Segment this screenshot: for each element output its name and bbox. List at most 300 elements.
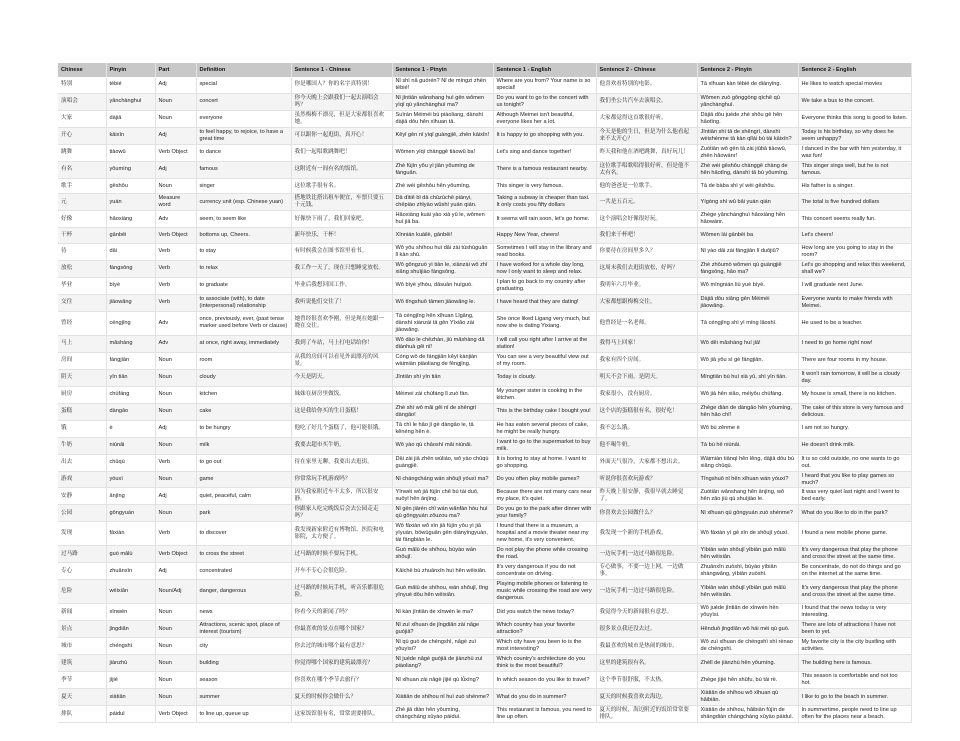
table-cell[interactable]: city (196, 638, 291, 655)
table-cell[interactable]: This concert seems really fun. (798, 211, 911, 228)
table-cell[interactable]: 放松 (58, 260, 106, 277)
table-cell[interactable]: Wǒ jiā hěn xiǎo, méiyǒu chúfáng. (697, 386, 798, 403)
table-cell[interactable]: 我不怎么饿。 (596, 420, 697, 437)
table-cell[interactable]: 我明年六月毕业。 (596, 277, 697, 294)
table-cell[interactable]: Zhuānxīn zuòshì, búyào yìbiān shàngwǎng, yìbiān zuòshì. (697, 563, 798, 580)
table-cell[interactable]: jiāowǎng (106, 294, 155, 311)
table-cell[interactable]: Tā de bàba shì yí wèi gēshǒu. (697, 178, 798, 194)
table-cell[interactable]: 你常常玩手机游戏吗？ (291, 471, 392, 488)
table-cell[interactable]: Although Meimei isn't beautiful, everyone likes her a lot. (493, 110, 596, 127)
table-row[interactable] (58, 386, 911, 403)
table-cell[interactable]: 因为我家附近车不太多，所以很安静。 (291, 488, 392, 505)
column-header[interactable]: Sentence 2 - Chinese (596, 63, 697, 77)
table-cell[interactable]: cake (196, 403, 291, 420)
table-cell[interactable]: 我最喜欢的城市是热闹的城市。 (596, 638, 697, 655)
table-cell[interactable]: game (196, 471, 291, 488)
table-cell[interactable]: ānjìng (106, 488, 155, 505)
table-cell[interactable]: 昨天晚上很安静，我很早就去睡觉了。 (596, 488, 697, 505)
table-cell[interactable]: Yìbiān wán shǒujī yìbiān guò mǎlù hěn wēixiǎn. (697, 546, 798, 563)
table-cell[interactable]: 安静 (58, 488, 106, 505)
table-cell[interactable]: I will call you right after I arrive at the station! (493, 335, 596, 352)
table-cell[interactable]: 这里的建筑很有名。 (596, 655, 697, 672)
table-cell[interactable]: 一共是五百元。 (596, 194, 697, 211)
table-cell[interactable]: What do you do in summer? (493, 689, 596, 706)
table-cell[interactable]: It is happy to go shopping with you. (493, 127, 596, 144)
table-cell[interactable]: Mèimei zài chúfáng lǐ zuò fàn. (392, 386, 493, 403)
table-cell[interactable]: 这附近有一间有名的饭馆。 (291, 161, 392, 178)
table-cell[interactable]: to graduate (196, 277, 291, 294)
table-row[interactable] (58, 546, 911, 563)
table-cell[interactable]: yīn tiān (106, 369, 155, 386)
table-cell[interactable]: Nǐ xǐhuan qù gōngyuán zuò shénme? (697, 505, 798, 522)
table-cell[interactable]: 歌手 (58, 178, 106, 194)
table-cell[interactable]: Tā céngjīng hěn xǐhuan Lǐgāng, dànshì xiànzài tā gēn Yīxiǎo zài jiāowǎng. (392, 311, 493, 335)
table-cell[interactable]: chúfáng (106, 386, 155, 403)
table-cell[interactable]: fàngsōng (106, 260, 155, 277)
table-cell[interactable]: We take a bus to the concert. (798, 93, 911, 110)
table-cell[interactable]: The total is five hundred dollars (798, 194, 911, 211)
table-cell[interactable]: páiduì (106, 706, 155, 723)
table-cell[interactable]: 你今天晚上会跟我们一起去演唱会吗？ (291, 93, 392, 110)
table-row[interactable] (58, 144, 911, 161)
table-cell[interactable]: There are lots of attractions I have not been to yet. (798, 621, 911, 638)
table-cell[interactable]: It is so cold outside, no one wants to go out. (798, 454, 911, 471)
table-cell[interactable]: 牛奶 (58, 437, 106, 454)
table-cell[interactable]: Zhège jìjié hěn shūfu, bú tài rè. (697, 672, 798, 689)
table-cell[interactable]: gānbēi (106, 228, 155, 244)
table-cell[interactable]: to feel happy, to rejoice, to have a great time (196, 127, 291, 144)
table-row[interactable] (58, 604, 911, 621)
table-cell[interactable]: Do you go to the park after dinner with your family? (493, 505, 596, 522)
table-cell[interactable]: Verb (155, 294, 196, 311)
column-header[interactable]: Sentence 2 - Pinyin (697, 63, 798, 77)
table-cell[interactable]: fāxiàn (106, 522, 155, 546)
table-cell[interactable]: I like to go to the beach in summer. (798, 689, 911, 706)
table-cell[interactable]: 我家很小，没有厨房。 (596, 386, 697, 403)
table-cell[interactable]: Kěyǐ gēn nǐ yìqǐ guàngjiē, zhēn kāixīn! (392, 127, 493, 144)
table-cell[interactable]: Happy New Year, cheers! (493, 228, 596, 244)
table-cell[interactable]: Let's go shopping and relax this weekend, shall we? (798, 260, 911, 277)
table-cell[interactable]: 我发现新家附近有博物馆、医院和电影院，太方便了。 (291, 522, 392, 546)
table-cell[interactable]: This singer sings well, but he is not famous. (798, 161, 911, 178)
table-cell[interactable]: to go out (196, 454, 291, 471)
table-cell[interactable]: Noun/Adj (155, 580, 196, 604)
table-cell[interactable]: Dàjiā dōu xiǎng gēn Méiméi jiāowǎng. (697, 294, 798, 311)
table-cell[interactable]: Attractions, scenic spot, place of interest (tourism) (196, 621, 291, 638)
table-cell[interactable]: 饿 (58, 420, 106, 437)
table-cell[interactable]: 我听说他们交往了！ (291, 294, 392, 311)
table-cell[interactable]: Which country's architecture do you think is the most beautiful? (493, 655, 596, 672)
table-cell[interactable]: 这位歌手很有名。 (291, 178, 392, 194)
table-cell[interactable]: Did you watch the news today? (493, 604, 596, 621)
table-cell[interactable]: park (196, 505, 291, 522)
table-cell[interactable]: Wǒ fāxiàn wǒ xīn jiā fùjìn yǒu yì jiā yīyuàn, bówùguǎn gēn diànyǐngyuàn, tài fāngbiàn le. (392, 522, 493, 546)
table-cell[interactable]: Zhè zhōumò wǒmen qù guàngjiē fàngsōng, hǎo ma? (697, 260, 798, 277)
table-row[interactable] (58, 505, 911, 522)
table-cell[interactable]: 这家饭馆很有名，常常需要排队。 (291, 706, 392, 723)
table-row[interactable] (58, 93, 911, 110)
table-cell[interactable]: Verb Object (155, 228, 196, 244)
table-cell[interactable]: 游戏 (58, 471, 106, 488)
table-cell[interactable]: There are four rooms in my house. (798, 352, 911, 369)
table-cell[interactable]: building (196, 655, 291, 672)
table-cell[interactable]: 这个季节很舒服，不太热。 (596, 672, 697, 689)
table-cell[interactable]: 交往 (58, 294, 106, 311)
table-cell[interactable]: zhuānxīn (106, 563, 155, 580)
table-cell[interactable]: 我们来干杯吧！ (596, 228, 697, 244)
table-cell[interactable]: Measure word (155, 194, 196, 211)
table-cell[interactable]: This restaurant is famous, you need to line up often. (493, 706, 596, 723)
table-cell[interactable]: Everyone wants to make friends with Meimei. (798, 294, 911, 311)
table-cell[interactable]: singer (196, 178, 291, 194)
table-cell[interactable]: 我家有四个房间。 (596, 352, 697, 369)
table-cell[interactable]: tiàowǔ (106, 144, 155, 161)
table-row[interactable] (58, 211, 911, 228)
table-cell[interactable]: 特别 (58, 77, 106, 93)
table-cell[interactable]: céngjīng (106, 311, 155, 335)
table-cell[interactable]: The building here is famous. (798, 655, 911, 672)
table-cell[interactable]: è (106, 420, 155, 437)
table-cell[interactable]: 这个演唱会好像很好玩。 (596, 211, 697, 228)
table-cell[interactable]: niúnǎi (106, 437, 155, 454)
table-cell[interactable]: Nǐ qù guò de chéngshì, nǎgè zuì yǒuyìsi? (392, 638, 493, 655)
table-cell[interactable]: Everyone thinks this song is good to listen. (798, 110, 911, 127)
table-cell[interactable]: guò mǎlù (106, 546, 155, 563)
table-cell[interactable]: It seems will rain soon, let's go home. (493, 211, 596, 228)
table-cell[interactable]: 干杯 (58, 228, 106, 244)
table-cell[interactable]: Xiàtiān de shíhou wǒ xǐhuan qù hǎibiān. (697, 689, 798, 706)
table-cell[interactable]: Tā céngjīng shì yì míng lǎoshī. (697, 311, 798, 335)
table-cell[interactable]: 我到了车站，马上打电话给你！ (291, 335, 392, 352)
table-cell[interactable]: Let's cheers! (798, 228, 911, 244)
table-row[interactable] (58, 621, 911, 638)
table-cell[interactable]: Suīrán Méiméi bú piàoliang, dànshì dàjiā dōu hěn xǐhuan tā. (392, 110, 493, 127)
table-cell[interactable]: Wǒ bìyè yǐhòu, dǎsuàn huíguó. (392, 277, 493, 294)
table-cell[interactable]: Adj (155, 127, 196, 144)
table-cell[interactable]: 明天不会下雨，是阴天。 (596, 369, 697, 386)
column-header[interactable]: Sentence 1 - Pinyin (392, 63, 493, 77)
table-cell[interactable]: concentrated (196, 563, 291, 580)
table-cell[interactable]: Wǒ fāxiàn yí gè xīn de shǒujī yóuxì. (697, 522, 798, 546)
column-header[interactable]: Sentence 1 - Chinese (291, 63, 392, 77)
table-cell[interactable]: Wǒ juéde jīntiān de xīnwén hěn yǒuyìsi. (697, 604, 798, 621)
table-cell[interactable]: Hǎoxiàng kuài yào xià yǔ le, wǒmen huí jiā ba. (392, 211, 493, 228)
table-cell[interactable]: This singer is very famous. (493, 178, 596, 194)
table-cell[interactable]: Wǒ yào qù chāoshì mǎi niúnǎi. (392, 437, 493, 454)
table-cell[interactable]: 夏天的时候我喜欢去海边。 (596, 689, 697, 706)
table-cell[interactable]: Yīnwèi wǒ jiā fùjìn chē bú tài duō, suǒyǐ hěn ānjìng. (392, 488, 493, 505)
table-cell[interactable]: My favorite city is the city bustling with activities. (798, 638, 911, 655)
table-cell[interactable]: 外面天气很冷，大家都不想出去。 (596, 454, 697, 471)
table-cell[interactable]: 我们坐公共汽车去演唱会。 (596, 93, 697, 110)
table-cell[interactable]: seem, to seem like (196, 211, 291, 228)
table-cell[interactable]: I heard that you like to play games so much? (798, 471, 911, 488)
table-cell[interactable]: to line up, queue up (196, 706, 291, 723)
table-cell[interactable]: currency unit (esp. Chinese yuan) (196, 194, 291, 211)
table-cell[interactable]: dàjiā (106, 110, 155, 127)
table-cell[interactable]: Let's sing and dance together! (493, 144, 596, 161)
table-row[interactable] (58, 77, 911, 93)
table-row[interactable] (58, 638, 911, 655)
table-cell[interactable]: Nǐ shì nǎ guórén? Nǐ de míngzi zhēn tèbié! (392, 77, 493, 93)
table-row[interactable] (58, 243, 911, 260)
table-cell[interactable]: Adj (155, 77, 196, 93)
table-cell[interactable]: to stay (196, 243, 291, 260)
table-cell[interactable]: 毕业 (58, 277, 106, 294)
table-cell[interactable]: Verb Object (155, 144, 196, 161)
table-cell[interactable]: 演唱会 (58, 93, 106, 110)
table-cell[interactable]: It is boring to stay at home. I want to go shopping. (493, 454, 596, 471)
table-cell[interactable]: 城市 (58, 638, 106, 655)
table-cell[interactable]: Noun (155, 621, 196, 638)
table-cell[interactable]: 很多景点我还没去过。 (596, 621, 697, 638)
table-cell[interactable]: 房间 (58, 352, 106, 369)
table-cell[interactable]: Dā dìtiě bǐ dā chūzūchē piányi, chēpiào zhǐyào wǔshí yuán qián. (392, 194, 493, 211)
table-cell[interactable]: Zhè wèi gēshǒu chànggē chàng de hěn hǎotīng, dànshì tā bú yǒumíng. (697, 161, 798, 178)
table-cell[interactable]: summer (196, 689, 291, 706)
table-cell[interactable]: 待在家里无聊，我要出去逛街。 (291, 454, 392, 471)
table-cell[interactable]: Today is cloudy. (493, 369, 596, 386)
table-cell[interactable]: Verb (155, 454, 196, 471)
table-cell[interactable]: special (196, 77, 291, 93)
table-cell[interactable]: 有名 (58, 161, 106, 178)
table-cell[interactable]: 曾经 (58, 311, 106, 335)
table-cell[interactable]: I have worked for a whole day long, now I only want to sleep and relax. (493, 260, 596, 277)
table-row[interactable] (58, 437, 911, 454)
table-cell[interactable]: Wǒ dào le chēzhàn, jiù mǎshàng dǎ diànhuà gěi nǐ! (392, 335, 493, 352)
table-cell[interactable]: Wǒmen lái gānbēi ba (697, 228, 798, 244)
table-cell[interactable]: Noun (155, 689, 196, 706)
table-cell[interactable]: 你要待在房间里多久？ (596, 243, 697, 260)
table-cell[interactable]: dāi (106, 243, 155, 260)
table-cell[interactable]: Noun (155, 471, 196, 488)
table-cell[interactable]: to discover (196, 522, 291, 546)
table-cell[interactable]: Do you want to go to the concert with us tonight? (493, 93, 596, 110)
table-cell[interactable]: Zuótiān wǒ gēn tā zài jiǔbā tiàowǔ, zhēn hǎowánr! (697, 144, 798, 161)
table-cell[interactable]: concert (196, 93, 291, 110)
table-cell[interactable]: Zhèlǐ de jiànzhù hěn yǒumíng. (697, 655, 798, 672)
table-cell[interactable]: Nǐ juéde nǎgè guójiā de jiànzhù zuì piàoliang? (392, 655, 493, 672)
table-cell[interactable]: Noun (155, 110, 196, 127)
table-cell[interactable]: 待 (58, 243, 106, 260)
table-cell[interactable]: It's very dangerous that play the phone and cross the street at the same time. (798, 546, 911, 563)
table-cell[interactable]: Playing mobile phones or listening to music while crossing the road are very dangerous. (493, 580, 596, 604)
table-cell[interactable]: 他曾经是一名老师。 (596, 311, 697, 335)
table-cell[interactable]: Nǐ xǐhuan zài nǎgè jìjié qù lǚxíng? (392, 672, 493, 689)
table-cell[interactable]: Noun (155, 403, 196, 420)
column-header[interactable]: Sentence 1 - English (493, 63, 596, 77)
table-cell[interactable]: to be hungry (196, 420, 291, 437)
table-cell[interactable]: Adj (155, 488, 196, 505)
column-header[interactable]: Pinyin (106, 63, 155, 77)
table-cell[interactable]: Today is his birthday, so why does he seem unhappy? (798, 127, 911, 144)
table-cell[interactable]: Verb Object (155, 546, 196, 563)
table-cell[interactable]: Do not play the phone while crossing the road. (493, 546, 596, 563)
table-cell[interactable]: 好像快下雨了，我们回家吧。 (291, 211, 392, 228)
table-cell[interactable]: The cake of this store is very famous and delicious. (798, 403, 911, 420)
table-cell[interactable]: Dàjiā dōu juéde zhè shǒu gē hěn hǎotīng. (697, 110, 798, 127)
table-cell[interactable]: jìjié (106, 672, 155, 689)
column-header[interactable]: Chinese (58, 63, 106, 77)
table-cell[interactable]: He doesn't drink milk. (798, 437, 911, 454)
table-cell[interactable]: It's very dangerous if you do not concentrate on driving. (493, 563, 596, 580)
table-cell[interactable]: I plan to go back to my country after graduating. (493, 277, 596, 294)
table-cell[interactable]: 开车不专心会很危险。 (291, 563, 392, 580)
table-cell[interactable]: Taking a subway is cheaper than taxi. It only costs you fifty dollars (493, 194, 596, 211)
table-cell[interactable]: 跳舞 (58, 144, 106, 161)
table-cell[interactable]: I am not so hungry. (798, 420, 911, 437)
table-cell[interactable]: 马上 (58, 335, 106, 352)
table-cell[interactable]: Adj (155, 161, 196, 178)
table-cell[interactable]: 他不喝牛奶。 (596, 437, 697, 454)
table-cell[interactable]: Which city have you been to is the most interesting? (493, 638, 596, 655)
table-row[interactable] (58, 369, 911, 386)
table-cell[interactable]: 一边玩手机一边过马路很危险。 (596, 580, 697, 604)
table-cell[interactable]: In which season do you like to travel? (493, 672, 596, 689)
table-cell[interactable]: 你去过的城市哪个最有意思？ (291, 638, 392, 655)
table-cell[interactable]: This is the birthday cake I bought you! (493, 403, 596, 420)
table-cell[interactable]: 昨天我和他在酒吧跳舞，真好玩儿！ (596, 144, 697, 161)
table-cell[interactable]: 公园 (58, 505, 106, 522)
table-cell[interactable]: Guò mǎlù de shíhou, wán shǒujī, tīng yīnyuè dōu hěn wēixiǎn. (392, 580, 493, 604)
table-cell[interactable]: Noun (155, 437, 196, 454)
table-cell[interactable]: It was very quiet last night and I went to bed early. (798, 488, 911, 505)
table-cell[interactable]: Wǒ bù zěnme è (697, 420, 798, 437)
table-cell[interactable]: Zhège diàn de dàngāo hěn yǒumíng, hěn hǎo chī! (697, 403, 798, 420)
table-row[interactable] (58, 563, 911, 580)
table-cell[interactable]: 他的爸爸是一位歌手。 (596, 178, 697, 194)
table-cell[interactable]: 厨房 (58, 386, 106, 403)
table-cell[interactable]: 新闻 (58, 604, 106, 621)
table-cell[interactable]: Nǐ gēn jiārén chī wán wǎnfàn hòu huì qù gōngyuán zǒuzou ma? (392, 505, 493, 522)
table-cell[interactable]: Which country has your favorite attraction? (493, 621, 596, 638)
table-cell[interactable]: 我要去超市买牛奶。 (291, 437, 392, 454)
table-cell[interactable]: 蛋糕 (58, 403, 106, 420)
table-cell[interactable]: Zhè shì wǒ mǎi gěi nǐ de shēngrì dàngāo! (392, 403, 493, 420)
table-cell[interactable]: 大家 (58, 110, 106, 127)
table-cell[interactable]: Wǒ tīngshuō tāmen jiāowǎng le. (392, 294, 493, 311)
table-row[interactable] (58, 522, 911, 546)
table-row[interactable] (58, 488, 911, 505)
table-cell[interactable]: 专心 (58, 563, 106, 580)
table-cell[interactable]: xīnwén (106, 604, 155, 621)
table-cell[interactable]: yǒumíng (106, 161, 155, 178)
table-cell[interactable]: Zhè jiā diàn hěn yǒumíng, chángcháng xūyào páiduì. (392, 706, 493, 723)
table-cell[interactable]: Nǐ kàn jīntiān de xīnwén le ma? (392, 604, 493, 621)
table-cell[interactable]: Verb (155, 277, 196, 294)
table-cell[interactable]: 妹妹在厨房里做饭。 (291, 386, 392, 403)
table-cell[interactable]: Wǒ yǒu shíhou huì dāi zài túshūguǎn lǐ kàn shū. (392, 243, 493, 260)
table-cell[interactable]: She once liked Ligang very much, but now she is dating Yixiang. (493, 311, 596, 335)
table-cell[interactable]: He used to be a teacher. (798, 311, 911, 335)
table-cell[interactable]: milk (196, 437, 291, 454)
table-cell[interactable]: season (196, 672, 291, 689)
table-cell[interactable]: Zhè wèi gēshǒu hěn yǒumíng. (392, 178, 493, 194)
table-cell[interactable]: 过马路的时候玩手机，听音乐都很危险。 (291, 580, 392, 604)
table-cell[interactable]: Noun (155, 604, 196, 621)
table-row[interactable] (58, 706, 911, 723)
table-cell[interactable]: 我发现一个新的手机游戏。 (596, 522, 697, 546)
table-row[interactable] (58, 580, 911, 604)
table-cell[interactable]: 今天是阴天。 (291, 369, 392, 386)
table-cell[interactable]: 发现 (58, 522, 106, 546)
table-cell[interactable]: to dance (196, 144, 291, 161)
table-cell[interactable]: 夏天 (58, 689, 106, 706)
table-cell[interactable]: 虽然梅梅不漂亮，但是大家都很喜欢她。 (291, 110, 392, 127)
table-cell[interactable]: I found a new mobile phone game. (798, 522, 911, 546)
table-cell[interactable]: It won't rain tomorrow, it will be a cloudy day. (798, 369, 911, 386)
table-cell[interactable]: Nǐ chángcháng wán shǒujī yóuxì ma? (392, 471, 493, 488)
table-row[interactable] (58, 228, 911, 244)
table-cell[interactable]: Nǐ jīntiān wǎnshang huì gēn wǒmen yìqǐ qù yǎnchànghuì ma? (392, 93, 493, 110)
table-cell[interactable]: at once, right away, immediately (196, 335, 291, 352)
table-cell[interactable]: mǎshàng (106, 335, 155, 352)
table-cell[interactable]: Jīntiān shì tā de shēngrì, dànshì wèishénme tā kàn qǐlái bú tài kāixīn? (697, 127, 798, 144)
table-cell[interactable]: This season is comfortable and not too hot. (798, 672, 911, 689)
table-cell[interactable]: 这是我给你买的生日蛋糕！ (291, 403, 392, 420)
table-row[interactable] (58, 335, 911, 352)
table-cell[interactable]: Adj (155, 420, 196, 437)
table-cell[interactable]: 你看今天的新闻了吗？ (291, 604, 392, 621)
table-cell[interactable]: It's very dangerous that play the phone and cross the street at the same time. (798, 580, 911, 604)
table-cell[interactable]: He has eaten several pieces of cake, he might be really hungry. (493, 420, 596, 437)
table-cell[interactable]: What do you like to do in the park? (798, 505, 911, 522)
table-cell[interactable]: jiànzhù (106, 655, 155, 672)
table-row[interactable] (58, 420, 911, 437)
table-row[interactable] (58, 294, 911, 311)
table-cell[interactable]: Wǒ gōngzuò yì tiān le, xiànzài wǒ zhǐ xiǎng shuìjiào fàngsōng. (392, 260, 493, 277)
table-cell[interactable]: 搭地铁比搭出租车便宜，车票只要五十元钱。 (291, 194, 392, 211)
table-cell[interactable]: bìyè (106, 277, 155, 294)
table-row[interactable] (58, 110, 911, 127)
table-row[interactable] (58, 161, 911, 178)
table-cell[interactable]: 夏天的时候你会做什么？ (291, 689, 392, 706)
table-cell[interactable]: fángjiān (106, 352, 155, 369)
table-row[interactable] (58, 471, 911, 488)
table-cell[interactable]: 他喜欢看特别的电影。 (596, 77, 697, 93)
table-cell[interactable]: 危险 (58, 580, 106, 604)
table-cell[interactable]: I want to go to the supermarket to buy milk. (493, 437, 596, 454)
table-row[interactable] (58, 352, 911, 369)
table-cell[interactable]: quiet, peaceful, calm (196, 488, 291, 505)
table-cell[interactable]: yóuxì (106, 471, 155, 488)
table-cell[interactable]: to relax (196, 260, 291, 277)
table-cell[interactable]: 他吃了好几个蛋糕了，他可能很饿。 (291, 420, 392, 437)
table-cell[interactable]: Jīntiān shì yīn tiān (392, 369, 493, 386)
table-cell[interactable]: Zhè fùjìn yǒu yì jiān yǒumíng de fànguǎn. (392, 161, 493, 178)
table-cell[interactable]: Wǒ míngnián liù yuè bìyè. (697, 277, 798, 294)
table-cell[interactable]: dàngāo (106, 403, 155, 420)
table-cell[interactable]: Adv (155, 311, 196, 335)
table-cell[interactable]: Tīngshuō nǐ hěn xǐhuan wán yóuxì? (697, 471, 798, 488)
table-cell[interactable]: 我得马上回家！ (596, 335, 697, 352)
table-cell[interactable]: 这周末我们去逛街放松，好吗？ (596, 260, 697, 277)
table-cell[interactable]: 你喜欢去公园做什么？ (596, 505, 697, 522)
table-row[interactable] (58, 672, 911, 689)
table-cell[interactable]: Sometimes I will stay in the library and read books. (493, 243, 596, 260)
table-cell[interactable]: Míngtiān bú huì xià yǔ, shì yīn tiān. (697, 369, 798, 386)
table-cell[interactable]: yuán (106, 194, 155, 211)
table-cell[interactable]: 你喜欢在哪个季节去旅行？ (291, 672, 392, 689)
table-cell[interactable]: I will graduate next June. (798, 277, 911, 294)
table-cell[interactable]: 大家都想跟梅梅交往。 (596, 294, 697, 311)
table-row[interactable] (58, 403, 911, 420)
table-cell[interactable]: 元 (58, 194, 106, 211)
table-row[interactable] (58, 127, 911, 144)
table-cell[interactable]: room (196, 352, 291, 369)
table-cell[interactable]: cloudy (196, 369, 291, 386)
table-cell[interactable]: 她曾经很喜欢李刚，但是现在她跟一晓在交往。 (291, 311, 392, 335)
